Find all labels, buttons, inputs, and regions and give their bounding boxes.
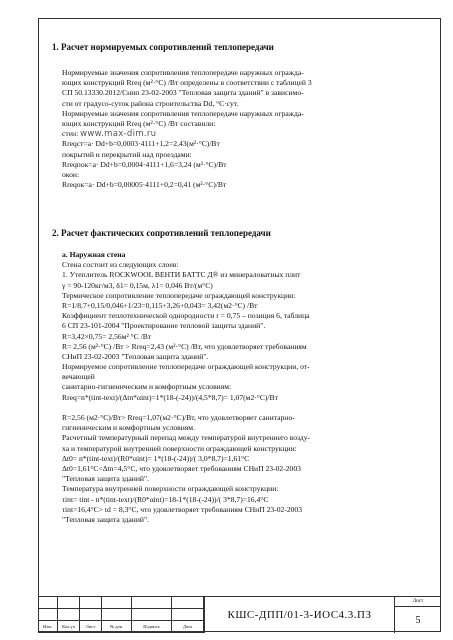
subsection-heading: а. Наружная стена <box>62 250 126 259</box>
column-label-date: Дата <box>172 621 204 633</box>
grid-cell <box>132 609 172 621</box>
document-code: КШС-ДПП/01-3-ИОС4.3.ПЗ <box>204 597 394 633</box>
text-line: τint=16,4°С> td = 8,3°С, что удовлетворяет требованиям СНиП 23-02-2003 <box>62 504 303 514</box>
grid-cell <box>132 597 172 609</box>
grid-cell <box>38 597 58 609</box>
grid-cell <box>102 597 132 609</box>
column-label-count: Кол.уч <box>58 621 80 633</box>
text-line: Нормируемое сопротивление теплопередаче ограждающей конструкции, от- <box>62 362 310 372</box>
section-2-heading: 2. Расчет фактических сопротивлений теплопередачи <box>52 228 271 238</box>
text-line: Расчетный температурный перепад между температурой внутреннего возду- <box>62 433 311 443</box>
text-line: сти от градусо-суток района строительства Dd, °С·сут. <box>62 98 239 108</box>
section-1-heading: 1. Расчет нормируемых сопротивлений теплопередачи <box>52 42 274 52</box>
grid-cell <box>172 597 204 609</box>
text-line: СП 50.13330.2012/Снип 23-02-2003 "Тепловая защита зданий" в зависимо- <box>62 88 304 98</box>
text-line: Rreqпок=a· Dd+b=0,0004·4111+1,6=3,24 (м²·°С)/Вт <box>62 159 227 169</box>
sheet-label: Лист <box>394 597 441 607</box>
text-line: R= 2,56 (м²·°С) /Вт > Rreq=2,43 (м²·°С) /Вт, что удовлетворяет требованиям <box>62 341 307 351</box>
column-label-signature: Подпись <box>132 621 172 633</box>
text-line <box>62 129 434 139</box>
text-line: покрытий и перекрытий над проездами: <box>62 149 192 159</box>
text-line: "Тепловая защита зданий". <box>62 514 149 524</box>
text-line: Нормируемые значения сопротивления теплопередаче наружных огражда- <box>62 108 304 118</box>
walls-label: стен: <box>62 129 79 139</box>
text-line <box>62 403 434 413</box>
text-line: Δt0=1,61°С<Δtn=4,5°С, что удовлетворяет требованиям СНиП 23-02-2003 <box>62 463 301 473</box>
column-label-doc-number: № док. <box>102 621 132 633</box>
section-2-body <box>62 250 434 525</box>
text-line: R=2,56 (м2·°С)/Вт> Rreq=1,07(м2·°С)/Вт, что удовлетворяет санитарно- <box>62 413 295 422</box>
text-line: "Тепловая защита зданий". <box>62 474 149 484</box>
column-label-sheet: Лист <box>80 621 102 633</box>
text-line: Коэффициент теплотехнической однородности r = 0,75 – позиция 6, таблица <box>62 311 310 321</box>
grid-cell <box>80 609 102 621</box>
text-line: Температура внутренней поверхности ограждающей конструкции: <box>62 484 279 494</box>
text-line: окон: <box>62 169 80 179</box>
text-line: ха и температурой внутренней поверхности ограждающей конструкции: <box>62 443 297 453</box>
grid-cell <box>172 609 204 621</box>
text-line: 1. Утеплитель ROCKWOOL ВЕНТИ БАТТС Д® из минераловатных плит <box>62 270 301 280</box>
grid-cell <box>102 609 132 621</box>
text-line: вечающей <box>62 372 95 382</box>
text-line: Rreqст=a· Dd+b=0,0003·4111+1,2=2,43(м²·°С)/Вт <box>62 139 220 149</box>
text-line: СНиП 23-02-2003 "Тепловая защита зданий". <box>62 351 209 361</box>
text-line: Стена состоит из следующих слоев: <box>62 260 179 270</box>
text-line: γ = 90-120кг/м3, δ1= 0,15м, λ1= 0,046 Вт/(м°С) <box>62 280 213 290</box>
text-line: τint= tint - n*(tint-text)/(R0*αint)=18-1*(18-(-24))/( 3*8,7)=16,4°С <box>62 494 269 504</box>
grid-cell <box>80 597 102 609</box>
text-line: Δt0= n*(tint-text)/(R0*αint)= 1*(18-(-24))/( 3,0*8,7)=1,61°С <box>62 453 250 463</box>
title-block <box>38 596 441 632</box>
sheet-number: 5 <box>394 607 441 633</box>
text-line: ющих конструкций Rreq (м²·°С) /Вт определены в соответствии с таблицей 3 <box>62 78 312 88</box>
text-line: Термическое сопротивление теплопередаче ограждающей конструкции: <box>62 290 296 300</box>
text-line: R=3,42×0,75= 2,56м² °С /Вт <box>62 331 152 341</box>
grid-cell <box>58 609 80 621</box>
text-line: 6 СП 23-101-2004 "Проектирование тепловой защиты зданий". <box>62 321 266 331</box>
text-line: ющих конструкций Rreq (м²·°С) /Вт составили: <box>62 118 216 128</box>
text-line: Нормируемые значения сопротивления теплопередаче наружных огражда- <box>62 68 304 77</box>
text-line: санитарно-гигиеническим и комфортным условиям: <box>62 382 232 392</box>
grid-cell <box>58 597 80 609</box>
text-line: Rreqок=a· Dd+b=0,00005·4111+0,2=0,41 (м²·°С)/Вт <box>62 180 227 190</box>
text-line: Rreq=n*(tint-text)/(Δtn*αint)=1*(18-(-24))/(4,5*8,7)= 1,07(м2·°С)/Вт <box>62 392 278 402</box>
text-line: R=1/8,7+0,15/0,046+1/23=0,115+3,26+0,043= 3,42(м2·°С) /Вт <box>62 300 258 310</box>
grid-cell <box>38 609 58 621</box>
watermark-text: www.max-dim.ru <box>80 129 157 140</box>
column-label-change: Изм. <box>38 621 58 633</box>
section-1-body <box>62 68 434 190</box>
text-line: гигиеническим и комфортным условиям. <box>62 423 195 433</box>
